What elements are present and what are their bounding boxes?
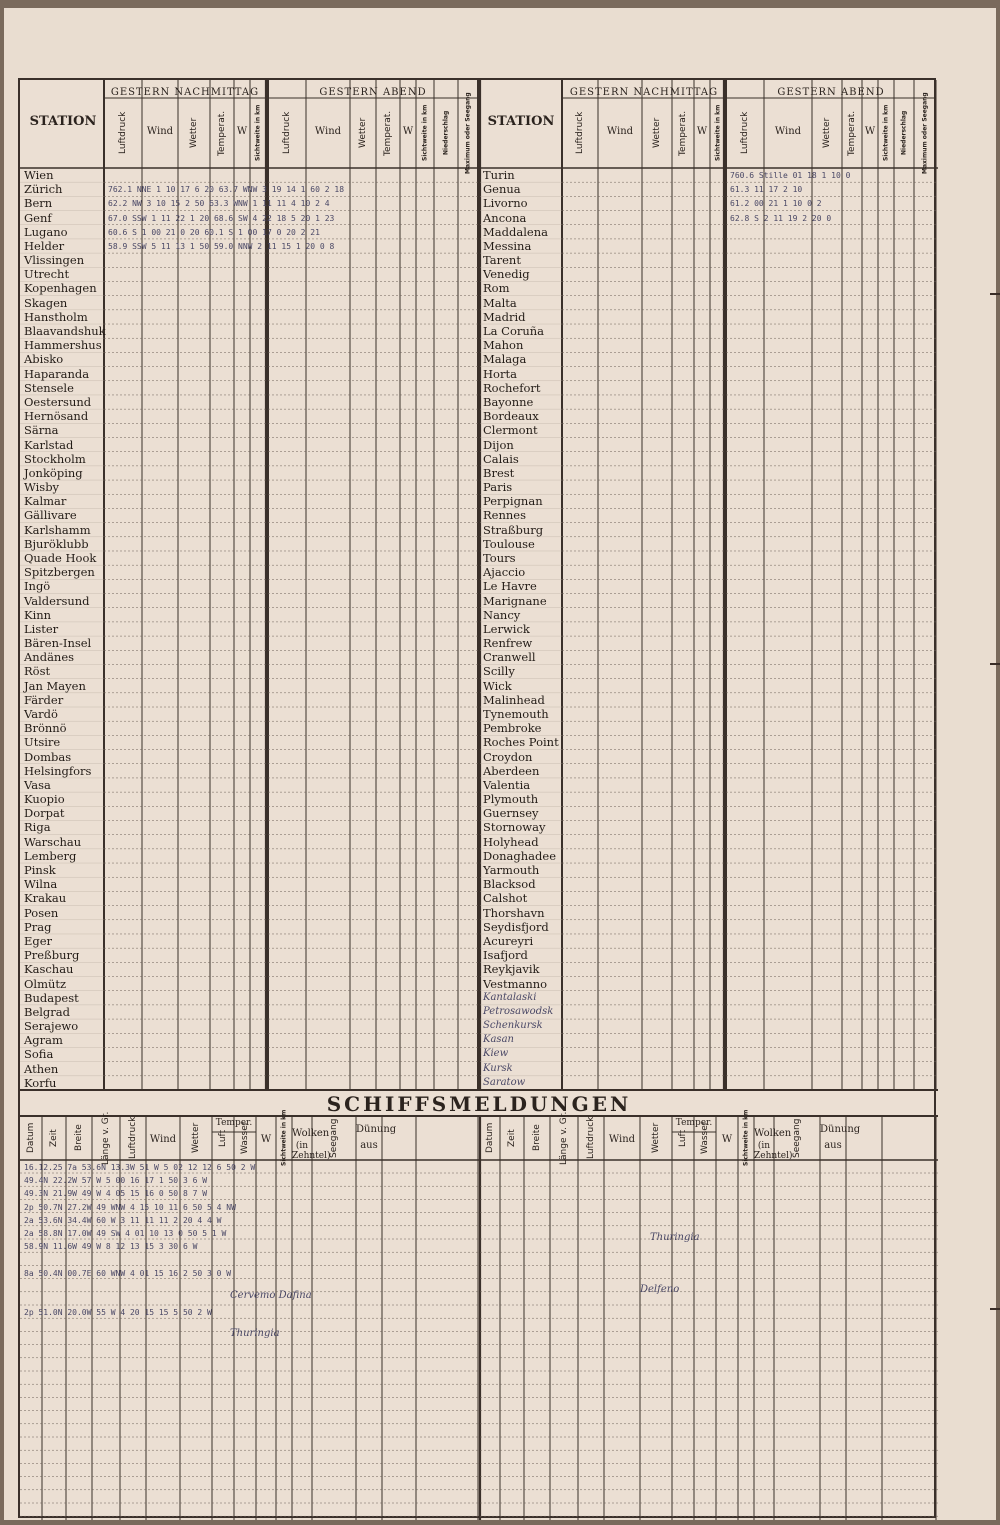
station-name: Malinhead <box>483 692 545 707</box>
station-name: Kaschau <box>24 962 74 977</box>
station-name: Roches Point <box>483 735 559 750</box>
wetter-header: Wetter <box>191 1122 201 1154</box>
station-name: Blaavandshuk <box>24 324 106 339</box>
station-name: Särna <box>24 423 59 438</box>
sichtweite-header: Sichtweite in km <box>714 104 722 162</box>
station-name: Serajewo <box>24 1019 79 1034</box>
station-name: Helsingfors <box>24 763 92 778</box>
station-name: Turin <box>483 168 515 182</box>
station-name: Tours <box>483 550 516 565</box>
station-name: Maddalena <box>483 224 548 239</box>
station-name: Calais <box>483 451 519 466</box>
ship-report-row: 49.3N 21.9W 49 W 4 05 15 16 0 50 8 7 W <box>24 1189 208 1199</box>
station-name: Eger <box>24 933 53 948</box>
station-name: Pinsk <box>24 863 56 878</box>
station-name: Karlshamm <box>24 522 91 537</box>
station-name: Kuopio <box>24 792 65 807</box>
station-name: Horta <box>483 366 517 381</box>
station-name: Vardö <box>24 707 58 721</box>
handwritten-entry: 61.3 11 17 2 10 <box>730 185 803 195</box>
handwritten-entry: 61.2 00 21 1 10 0 2 <box>730 199 822 209</box>
station-name: Olmütz <box>24 976 67 991</box>
station-name: Messina <box>483 238 532 253</box>
station-name: Aberdeen <box>483 763 540 778</box>
seegang-header: Seegang <box>329 1118 339 1158</box>
station-name: Belgrad <box>24 1004 71 1019</box>
handwritten-entry: 762.1 NNE 1 10 17 6 20 63.7 WNW 3 19 14 1 60 2 18 <box>108 185 345 195</box>
station-name: Bordeaux <box>483 409 539 424</box>
station-name: Perpignan <box>483 494 543 509</box>
station-name: Lister <box>24 621 59 636</box>
laenge-header: Länge v. Gr. <box>101 1111 111 1165</box>
w-header: W <box>402 126 414 137</box>
zeit-header: Zeit <box>507 1129 517 1147</box>
luftdruck-header: Luftdruck <box>740 111 750 155</box>
station-name: Bern <box>24 196 53 211</box>
station-name: Krakau <box>24 891 67 906</box>
station-name: Nancy <box>483 607 521 622</box>
ship-report-row: 2a 58.8N 17.0W 49 SW 4 01 10 13 0 50 5 1 W <box>24 1229 227 1238</box>
laenge-header: Länge v. Gr. <box>559 1111 569 1165</box>
schiffsmeldungen-title: SCHIFFSMELDUNGEN <box>326 1092 632 1116</box>
station-name: Utrecht <box>24 267 70 282</box>
zeit-header: Zeit <box>49 1129 59 1147</box>
station-name: Hanstholm <box>24 309 88 324</box>
station-name: Guernsey <box>483 806 539 821</box>
station-name: Blacksod <box>483 877 536 892</box>
sichtweite-header: Sichtweite in km <box>254 104 262 162</box>
station-name: Preßburg <box>24 948 80 963</box>
station-name: Wien <box>24 168 54 182</box>
datum-header: Datum <box>485 1122 495 1154</box>
table-grid <box>20 80 938 1520</box>
station-name: Brönnö <box>24 721 67 736</box>
station-name: Jonköping <box>24 465 83 480</box>
station-name: Straßburg <box>483 522 544 537</box>
station-name: Bayonne <box>483 394 534 409</box>
sichtweite-header: Sichtweite in km <box>742 1109 750 1167</box>
weather-table <box>18 78 936 1518</box>
station-name: Rochefort <box>483 380 541 395</box>
station-name: Kasan <box>483 1034 514 1046</box>
station-name: Le Havre <box>483 579 537 594</box>
station-name: Korfu <box>24 1075 57 1090</box>
station-name: Ingö <box>24 579 51 594</box>
station-name: Madrid <box>483 309 526 324</box>
station-name: Clermont <box>483 423 538 438</box>
station-name: Paris <box>483 480 513 495</box>
station-name: Bjuröklubb <box>24 536 89 551</box>
station-name: Quade Hook <box>24 550 97 565</box>
binder-mark <box>990 1308 1000 1310</box>
ship-report-row: 2a 53.6N 34.4W 60 W 3 11 11 11 2 20 4 4 W <box>24 1215 222 1225</box>
station-name: Holyhead <box>483 834 539 849</box>
station-name: Athen <box>24 1061 59 1076</box>
ship-report-row: 8a 50.4N 00.7E 60 WNW 4 01 15 16 2 50 3 0 W <box>24 1268 232 1278</box>
temperature-header: Temperat. <box>678 110 688 156</box>
station-name: Bären-Insel <box>24 636 92 651</box>
station-name: Yarmouth <box>483 863 540 878</box>
temper-header: Temper. <box>675 1118 713 1128</box>
w-header: W <box>696 126 708 137</box>
station-name: Helder <box>24 238 65 253</box>
binder-mark <box>990 293 1000 295</box>
luftdruck-header: Luftdruck <box>575 111 585 155</box>
station-name: Dombas <box>24 749 72 764</box>
wolken-header: Wolken <box>754 1128 792 1139</box>
wind-header: Wind <box>774 126 802 137</box>
station-header-right: STATION <box>487 114 555 129</box>
station-name: Karlstad <box>24 437 74 452</box>
handwritten-entry: 760.6 Stille 01 18 1 10 0 <box>730 171 851 180</box>
station-name: Malaga <box>483 352 527 367</box>
station-name: Livorno <box>483 196 528 211</box>
wasser-header: Wasser <box>240 1121 250 1155</box>
binder-mark <box>990 663 1000 665</box>
station-header-left: STATION <box>29 114 97 129</box>
station-name: Marignane <box>483 593 547 608</box>
station-name: Jan Mayen <box>24 678 86 693</box>
duenung-sub-header: aus <box>824 1140 842 1151</box>
station-name: Isafjord <box>483 948 528 963</box>
station-name: Petrosawodsk <box>483 1005 554 1017</box>
station-name: La Coruña <box>483 324 545 339</box>
ship-report-row: 16.12.25 7a 53.6N 13.3W 51 W 5 02 12 12 6 50 2 W <box>24 1163 256 1172</box>
station-name: Dijon <box>483 437 514 452</box>
station-name: Vasa <box>24 777 51 792</box>
sichtweite-header: Sichtweite in km <box>421 104 429 162</box>
temperature-header: Temperat. <box>217 110 227 156</box>
station-name: Kopenhagen <box>24 281 97 296</box>
station-name: Andänes <box>24 650 75 665</box>
station-name: Hammershus <box>24 338 102 353</box>
temperature-header: Temperat. <box>383 110 393 156</box>
ship-name: Thuringia <box>650 1232 700 1243</box>
breite-header: Breite <box>74 1124 84 1152</box>
station-name: Cranwell <box>483 650 536 665</box>
sichtweite-header: Sichtweite in km <box>882 104 890 162</box>
station-name: Dorpat <box>24 806 65 821</box>
luftdruck-header: Luftdruck <box>128 1116 138 1160</box>
ship-name: Cervemo Dafina <box>230 1290 312 1301</box>
station-name: Genf <box>24 210 52 225</box>
station-name: Haparanda <box>24 366 90 381</box>
temperature-header: Temperat. <box>847 110 857 156</box>
luft-header: Luft <box>218 1129 228 1147</box>
station-name: Scilly <box>483 664 515 679</box>
station-name: Färder <box>24 692 64 707</box>
ship-name: Thuringia <box>230 1328 280 1339</box>
station-name: Prag <box>24 919 52 934</box>
wolken-sub-header: (in Zehntel) <box>754 1141 793 1161</box>
station-name: Spitzbergen <box>24 565 95 580</box>
station-name: Wisby <box>24 480 60 495</box>
handwritten-entry: 58.9 SSW 5 11 13 1 50 59.0 NNW 2 11 15 1 20 0 8 <box>108 241 335 251</box>
station-name: Wilna <box>24 877 58 892</box>
station-name: Vestmanno <box>483 976 548 991</box>
station-name: Posen <box>24 905 59 920</box>
ship-report-row: 2p 50.7N 27.2W 49 WNW 4 15 10 11 6 50 5 4 NW <box>24 1202 236 1212</box>
handwritten-entry: 67.0 SSW 1 11 22 1 20 68.6 SW 4 22 18 5 20 1 23 <box>108 213 335 223</box>
duenung-header: Dünung <box>820 1124 861 1135</box>
w-header: W <box>721 1134 733 1145</box>
station-name: Reykjavik <box>483 962 540 977</box>
station-name: Budapest <box>24 990 79 1005</box>
station-name: Croydon <box>483 749 533 764</box>
group-gestern-abend-right: GESTERN ABEND <box>777 87 885 98</box>
station-name: Ancona <box>483 210 527 225</box>
handwritten-entry: 62.2 NW 3 10 15 2 50 63.3 WNW 1 11 11 4 10 2 4 <box>108 199 330 209</box>
station-name: Calshot <box>483 891 528 906</box>
wind-header: Wind <box>146 126 174 137</box>
wasser-header: Wasser <box>700 1121 710 1155</box>
w-header: W <box>260 1134 272 1145</box>
station-name: Rom <box>483 281 510 296</box>
station-name: Lugano <box>24 224 68 239</box>
wetter-header: Wetter <box>651 1122 661 1154</box>
station-name: Kinn <box>24 607 52 622</box>
station-name: Thorshavn <box>483 905 545 920</box>
wind-header: Wind <box>314 126 342 137</box>
handwritten-entry: 62.8 S 2 11 19 2 20 0 <box>730 213 832 223</box>
station-name: Warschau <box>24 834 82 849</box>
station-name: Hernösand <box>24 409 89 424</box>
group-gestern-nachmittag-right: GESTERN NACHMITTAG <box>569 87 719 98</box>
duenung-header: Dünung <box>356 1124 397 1135</box>
temper-header: Temper. <box>215 1118 253 1128</box>
niederschlag-header: Niederschlag <box>442 110 450 156</box>
station-name: Acureyri <box>483 933 534 948</box>
wetter-header: Wetter <box>652 117 662 149</box>
wolken-header: Wolken <box>292 1128 330 1139</box>
seegang-header: Seegang <box>792 1118 802 1158</box>
datum-header: Datum <box>26 1122 36 1154</box>
group-gestern-nachmittag-left: GESTERN NACHMITTAG <box>110 87 260 98</box>
station-name: Zürich <box>24 182 63 197</box>
station-name: Wick <box>483 678 512 693</box>
station-name: Genua <box>483 182 521 197</box>
station-name: Rennes <box>483 508 526 523</box>
station-name: Stornoway <box>483 820 546 835</box>
w-header: W <box>236 126 248 137</box>
ship-report-row: 2p 51.0N 20.0W 55 W 4 20 15 15 5 50 2 W <box>24 1308 212 1318</box>
wolken-sub-header: (in Zehntel) <box>292 1141 331 1161</box>
station-name: Gällivare <box>24 508 77 523</box>
station-name: Valentia <box>483 777 531 792</box>
group-gestern-abend-left: GESTERN ABEND <box>319 87 427 98</box>
station-name: Skagen <box>24 295 68 310</box>
niederschlag-header: Niederschlag <box>900 110 908 156</box>
station-name: Tynemouth <box>483 707 549 721</box>
luft-header: Luft <box>678 1129 688 1147</box>
station-name: Tarent <box>483 253 521 268</box>
station-name: Lerwick <box>483 621 530 636</box>
station-name: Riga <box>24 820 51 835</box>
luftdruck-header: Luftdruck <box>586 1116 596 1160</box>
maximum-header: Maximum oder Seegang <box>464 92 472 174</box>
station-name: Renfrew <box>483 636 533 651</box>
luftdruck-header: Luftdruck <box>282 111 292 155</box>
ship-report-row: 49.4N 22.2W 57 W 5 00 16 17 1 50 3 6 W <box>24 1176 208 1186</box>
station-name: Stockholm <box>24 451 86 466</box>
breite-header: Breite <box>532 1124 542 1152</box>
luftdruck-header: Luftdruck <box>118 111 128 155</box>
station-name: Kantalaski <box>483 991 537 1003</box>
ship-name: Delfeno <box>640 1284 680 1295</box>
station-name: Kiew <box>483 1048 509 1060</box>
station-name: Valdersund <box>24 593 90 608</box>
station-name: Ajaccio <box>483 565 526 580</box>
station-name: Schenkursk <box>483 1020 543 1032</box>
ship-report-row: 58.9N 11.6W 49 W 8 12 13 15 3 30 6 W <box>24 1242 198 1252</box>
duenung-sub-header: aus <box>360 1140 378 1151</box>
station-name: Seydisfjord <box>483 919 549 934</box>
sichtweite-header: Sichtweite in km <box>280 1109 288 1167</box>
station-name: Saratow <box>483 1076 526 1088</box>
maximum-header: Maximum oder Seegang <box>921 92 929 174</box>
station-name: Lemberg <box>24 848 77 863</box>
station-name: Malta <box>483 295 517 310</box>
station-name: Mahon <box>483 338 524 353</box>
station-name: Stensele <box>24 380 74 395</box>
station-name: Sofia <box>24 1047 54 1062</box>
station-name: Kursk <box>483 1062 513 1074</box>
wind-header: Wind <box>606 126 634 137</box>
wind-header: Wind <box>149 1134 177 1145</box>
w-header: W <box>864 126 876 137</box>
station-name: Venedig <box>483 267 530 282</box>
station-name: Vlissingen <box>24 253 85 268</box>
handwritten-entry: 60.6 S 1 00 21 0 20 60.1 S 1 00 17 0 20 2 21 <box>108 227 320 237</box>
wetter-header: Wetter <box>358 117 368 149</box>
wetter-header: Wetter <box>189 117 199 149</box>
station-name: Röst <box>24 664 51 679</box>
station-name: Oestersund <box>24 394 92 409</box>
wetter-header: Wetter <box>822 117 832 149</box>
station-name: Brest <box>483 465 515 480</box>
station-name: Abisko <box>24 352 64 367</box>
station-name: Agram <box>24 1033 63 1048</box>
station-name: Toulouse <box>483 536 535 551</box>
wind-header: Wind <box>608 1134 636 1145</box>
station-name: Pembroke <box>483 721 542 736</box>
station-name: Donaghadee <box>483 848 557 863</box>
station-name: Plymouth <box>483 792 539 807</box>
station-name: Utsire <box>24 735 61 750</box>
newspaper-page <box>4 8 996 1520</box>
station-name: Kalmar <box>24 494 67 509</box>
